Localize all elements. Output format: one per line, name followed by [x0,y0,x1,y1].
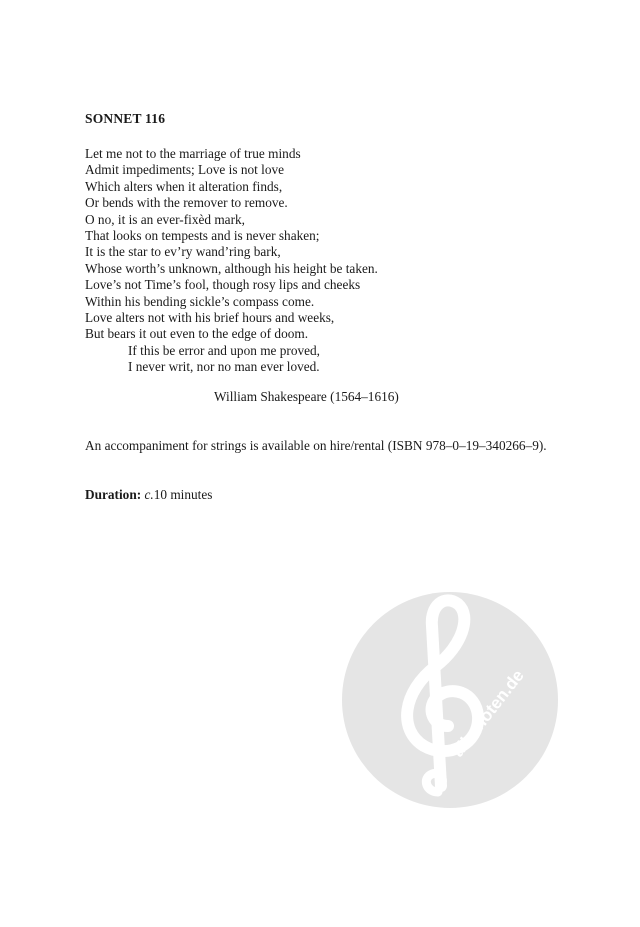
couplet-line: If this be error and upon me proved, [128,342,321,358]
poem-attribution: William Shakespeare (1564–1616) [214,389,399,404]
poem-line: Or bends with the remover to remove. [85,195,288,211]
duration-circa: c. [144,487,154,502]
duration-value: 10 minutes [153,487,213,502]
watermark-text: alle-noten.de [448,666,528,761]
duration-info [85,487,212,503]
poem-line: Within his bending sickle’s compass come. [85,293,315,309]
poem-line: Admit impediments; Love is not love [85,162,285,178]
poem-line: Let me not to the marriage of true minds [85,146,301,161]
poem-line: Whose worth’s unknown, although his height be taken. [85,260,378,276]
accompaniment-note: An accompaniment for strings is available on hire/rental (ISBN 978–0–19–340266–9). [85,438,547,453]
poem-line: That looks on tempests and is never shaken; [85,228,320,244]
poem-line: But bears it out even to the edge of doom. [85,326,309,342]
poem-line: Love alters not with his brief hours and weeks, [85,310,335,326]
poem-line: Which alters when it alteration finds, [85,178,283,194]
page-title: SONNET 116 [85,111,166,126]
poem-line: It is the star to ev’ry wand’ring bark, [85,244,281,260]
watermark-disc [342,592,558,808]
duration-label: Duration: [85,487,142,502]
poem-text [85,146,555,376]
watermark-logo [340,580,560,820]
couplet-line: I never writ, nor no man ever loved. [128,359,320,375]
poem-line: Love’s not Time’s fool, though rosy lips and cheeks [85,277,361,293]
poem-line: O no, it is an ever-fixèd mark, [85,211,245,227]
